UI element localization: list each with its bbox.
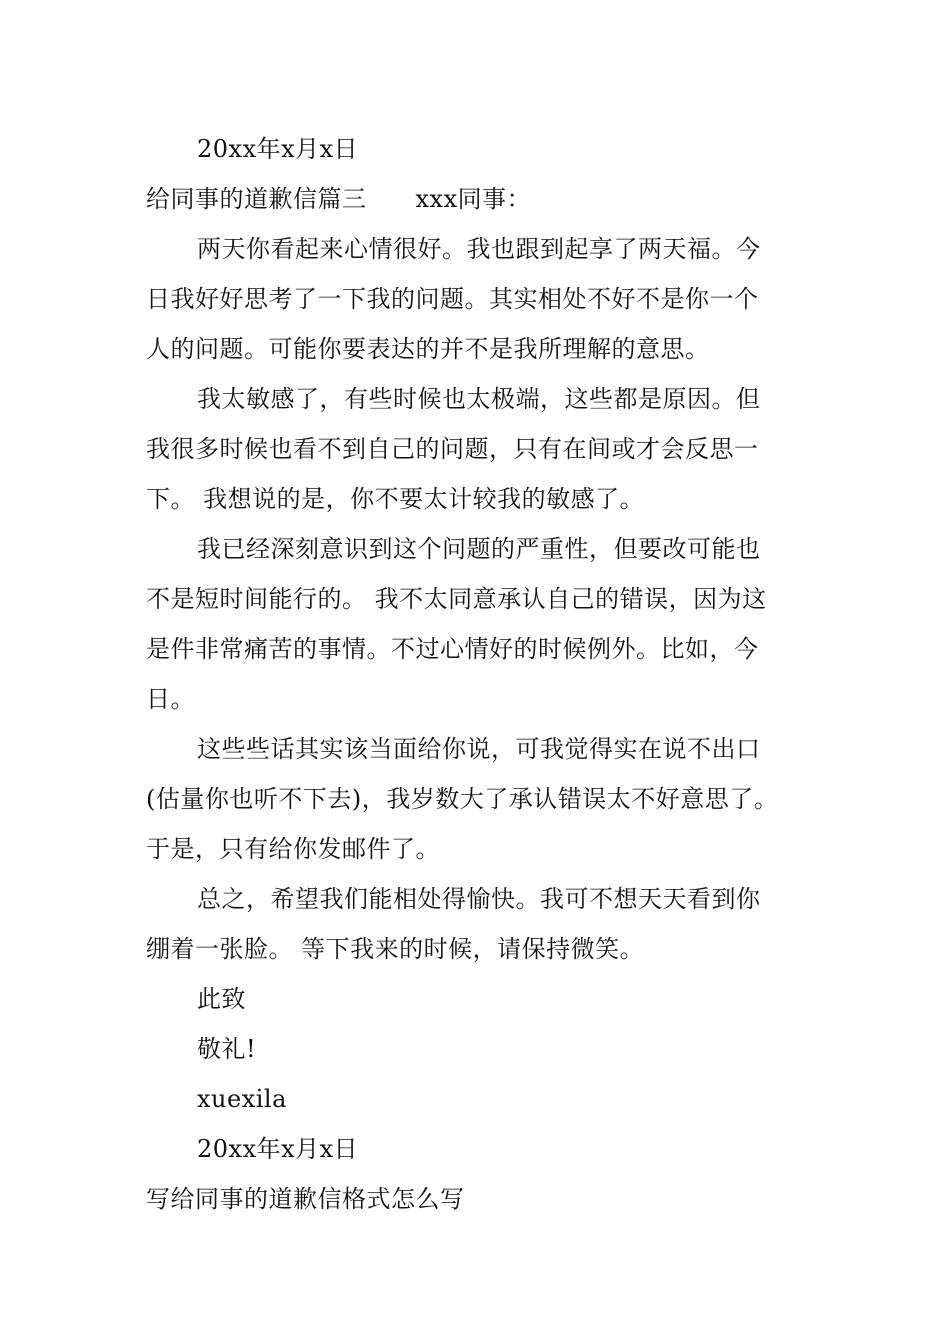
paragraph-line: 绷着一张脸。 等下我来的时候，请保持微笑。 (146, 935, 645, 963)
signature-line: xuexila (197, 1085, 287, 1113)
closing-line: 此致 (197, 985, 246, 1013)
paragraph-line: (估量你也听不下去)，我岁数大了承认错误太不好意思了。 (146, 785, 779, 813)
paragraph-line: 我已经深刻意识到这个问题的严重性，但要改可能也 (197, 535, 761, 563)
paragraph-line: 日。 (146, 685, 195, 713)
paragraph-line: 下。 我想说的是，你不要太计较我的敏感了。 (146, 485, 645, 513)
section-heading: 写给同事的道歉信格式怎么写 (146, 1185, 465, 1213)
paragraph-line: 人的问题。可能你要表达的并不是我所理解的意思。 (146, 335, 710, 363)
paragraph-line: 两天你看起来心情很好。我也跟到起享了两天福。今 (197, 235, 761, 263)
paragraph-line: 不是短时间能行的。 我不太同意承认自己的错误，因为这 (146, 585, 767, 613)
date-line: 20xx年x月x日 (197, 135, 359, 163)
paragraph-line: 日我好好思考了一下我的问题。其实相处不好不是你一个 (146, 285, 759, 313)
paragraph-line: 是件非常痛苦的事情。不过心情好的时候例外。比如，今 (146, 635, 759, 663)
paragraph-line: 我太敏感了，有些时候也太极端，这些都是原因。但 (197, 385, 761, 413)
paragraph-line: 总之，希望我们能相处得愉快。我可不想天天看到你 (197, 885, 761, 913)
section-heading-greeting: 给同事的道歉信篇三 xxx同事： (146, 185, 532, 213)
paragraph-line: 于是，只有给你发邮件了。 (146, 835, 440, 863)
salutation-line: 敬礼! (197, 1035, 257, 1063)
date-line: 20xx年x月x日 (197, 1135, 359, 1163)
paragraph-line: 这些些话其实该当面给你说，可我觉得实在说不出口 (197, 735, 761, 763)
paragraph-line: 我很多时候也看不到自己的问题，只有在间或才会反思一 (146, 435, 759, 463)
